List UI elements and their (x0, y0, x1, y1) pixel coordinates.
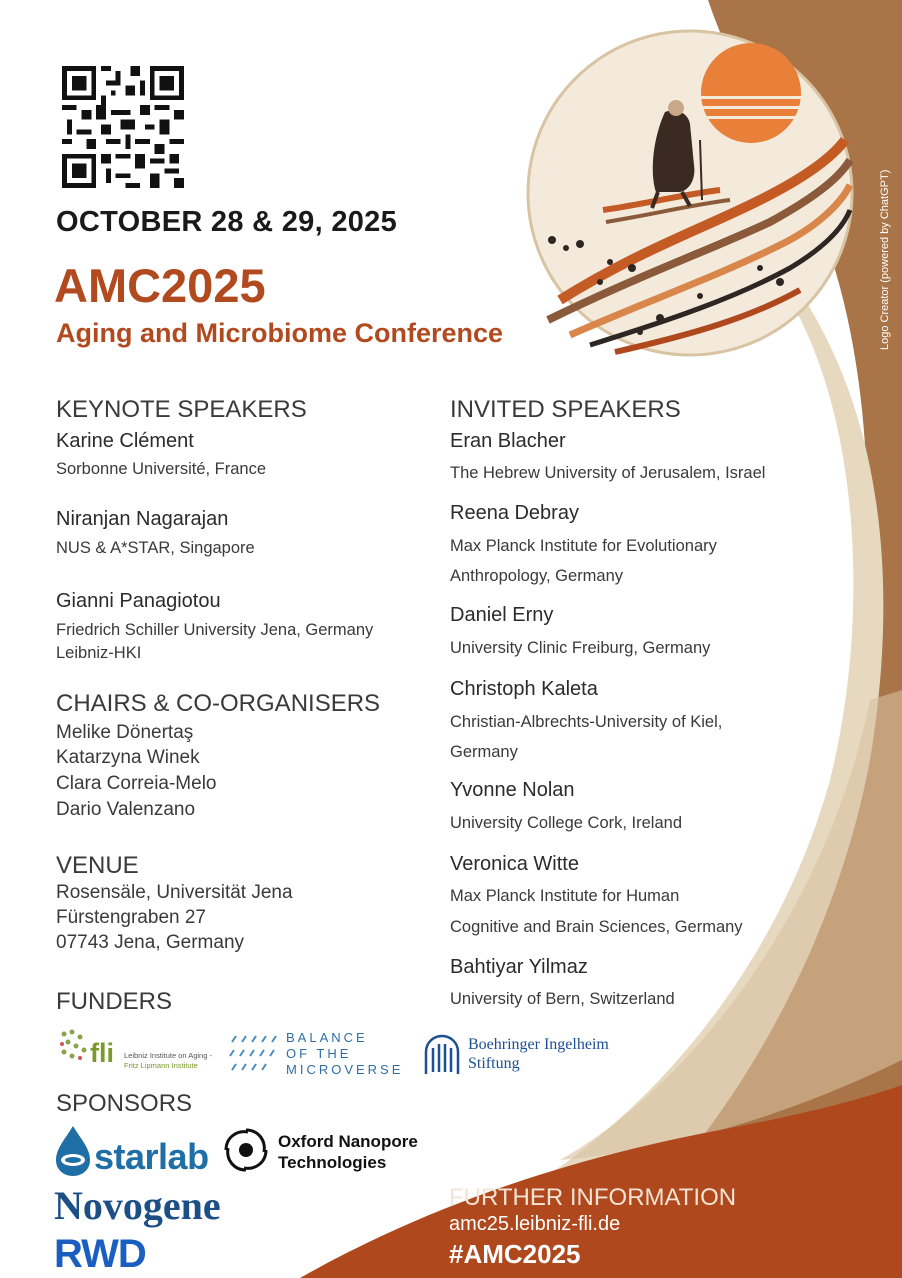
fli-dots-icon (58, 1028, 90, 1064)
boehringer-line1: Boehringer Ingelheim (468, 1036, 609, 1053)
keynote-speaker-affiliation: NUS & A*STAR, Singapore (56, 539, 255, 557)
balance-line3: MICROVERSE (286, 1062, 404, 1077)
starlab-logo[interactable] (54, 1124, 219, 1180)
invited-speaker-affiliation: University Clinic Freiburg, Germany (450, 639, 711, 657)
oxford-line2: Technologies (278, 1153, 387, 1172)
qr-code[interactable] (62, 66, 184, 188)
novogene-logo[interactable]: Novogene (54, 1183, 221, 1228)
further-info-hashtag: #AMC2025 (449, 1239, 581, 1269)
invited-speaker-affiliation: Cognitive and Brain Sciences, Germany (450, 918, 743, 936)
invited-speaker-name: Daniel Erny (450, 604, 554, 626)
invited-speaker-affiliation: The Hebrew University of Jerusalem, Israel (450, 464, 766, 482)
chair-name: Dario Valenzano (56, 799, 196, 820)
fli-logo[interactable] (58, 1026, 218, 1076)
starlab-wordmark: starlab (94, 1136, 209, 1177)
further-info-url[interactable]: amc25.leibniz-fli.de (449, 1213, 621, 1235)
rwd-logo[interactable]: RWD (54, 1232, 146, 1276)
oxford-nanopore-logo[interactable] (222, 1124, 442, 1178)
chair-name: Katarzyna Winek (56, 747, 200, 768)
aging-path-illustration (528, 31, 852, 355)
fli-line1: Leibniz Institute on Aging - (124, 1051, 212, 1060)
chair-name: Clara Correia-Melo (56, 773, 217, 794)
oxford-line1: Oxford Nanopore (278, 1132, 418, 1151)
keynote-speaker-affiliation: Leibniz-HKI (56, 644, 142, 662)
keynote-speaker-name: Gianni Panagiotou (56, 590, 221, 612)
invited-speaker-affiliation: Max Planck Institute for Evolutionary (450, 537, 717, 555)
starlab-drop-icon (54, 1124, 92, 1178)
venue-heading: VENUE (56, 852, 139, 879)
venue-line: Fürstengraben 27 (56, 907, 206, 928)
invited-speaker-affiliation: Germany (450, 743, 518, 761)
invited-speaker-affiliation: Christian-Albrechts-University of Kiel, (450, 713, 723, 731)
keynote-speaker-affiliation: Friedrich Schiller University Jena, Germany (56, 621, 374, 639)
keynote-speaker-name: Niranjan Nagarajan (56, 508, 229, 530)
rust-footer (300, 1085, 902, 1278)
venue-line: 07743 Jena, Germany (56, 932, 245, 953)
boehringer-emblem-icon (422, 1034, 462, 1076)
chairs-heading: CHAIRS & CO-ORGANISERS (56, 690, 381, 717)
invited-speaker-name: Eran Blacher (450, 430, 566, 452)
sponsors-heading: SPONSORS (56, 1090, 193, 1117)
image-credit: Logo Creator (powered by ChatGPT) (879, 169, 891, 350)
invited-speaker-affiliation: Max Planck Institute for Human (450, 887, 680, 905)
keynote-speaker-affiliation: Sorbonne Université, France (56, 460, 267, 478)
keynote-heading: KEYNOTE SPEAKERS (56, 396, 307, 423)
invited-heading: INVITED SPEAKERS (450, 396, 681, 423)
invited-speaker-affiliation: Anthropology, Germany (450, 567, 624, 585)
invited-speaker-name: Reena Debray (450, 502, 579, 524)
further-info-heading: FURTHER INFORMATION (449, 1184, 737, 1211)
event-title: AMC2025 (54, 259, 266, 312)
fli-mark: fli (90, 1038, 114, 1068)
invited-speaker-affiliation: University of Bern, Switzerland (450, 990, 675, 1008)
balance-line2: OF THE (286, 1046, 352, 1061)
invited-speaker-name: Yvonne Nolan (450, 779, 575, 801)
slash-pattern-icon (228, 1032, 284, 1074)
funders-heading: FUNDERS (56, 988, 173, 1015)
invited-speaker-affiliation: University College Cork, Ireland (450, 814, 683, 832)
chair-name: Melike Dönertaş (56, 722, 194, 743)
invited-speaker-name: Christoph Kaleta (450, 678, 598, 700)
invited-speaker-name: Bahtiyar Yilmaz (450, 956, 588, 978)
keynote-speaker-name: Karine Clément (56, 430, 194, 452)
event-date: OCTOBER 28 & 29, 2025 (56, 206, 398, 238)
balance-of-the-microverse-logo[interactable] (228, 1030, 414, 1078)
fli-line2: Fritz Lipmann Institute (124, 1061, 198, 1070)
venue-line: Rosensäle, Universität Jena (56, 882, 293, 903)
balance-line1: BALANCE (286, 1030, 368, 1045)
invited-speaker-name: Veronica Witte (450, 853, 579, 875)
boehringer-line2: Stiftung (468, 1055, 520, 1072)
event-subtitle: Aging and Microbiome Conference (56, 318, 504, 348)
nanopore-swirl-icon (222, 1126, 270, 1174)
boehringer-ingelheim-stiftung-logo[interactable] (422, 1032, 622, 1076)
